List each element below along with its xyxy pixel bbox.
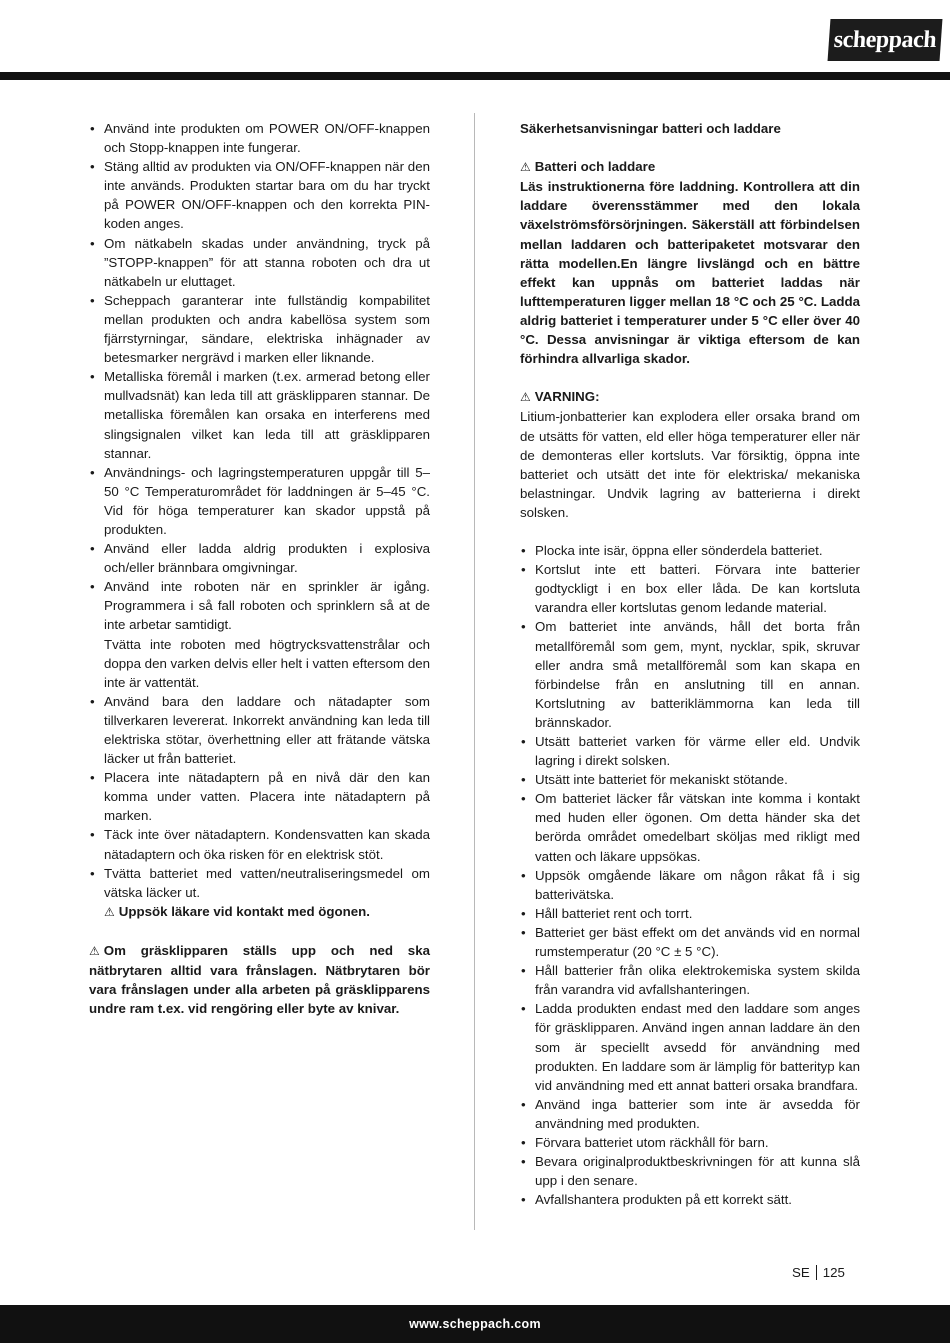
list-item: • Stäng alltid av produkten via ON/OFF-knappen när den inte används. Produkten startar bara om du har tryckt på POWER ON/OFF-knappen och den korrekta PIN-koden anges. (89, 157, 430, 233)
list-item: • Om nätkabeln skadas under användning, tryck på ”STOPP-knappen” för att stanna roboten och dra ut nätkabeln ur eluttaget. (89, 234, 430, 291)
list-item: • Bevara originalproduktbeskrivningen för att kunna slå upp i den senare. (520, 1152, 860, 1190)
language-code: SE (792, 1265, 810, 1280)
warning-triangle-icon: ⚠ (520, 390, 531, 405)
list-item: • Använd inte produkten om POWER ON/OFF-knappen och Stopp-knappen inte fungerar. (89, 119, 430, 157)
list-item: • Använd inga batterier som inte är avsedda för användning med produkten. (520, 1095, 860, 1133)
scheppach-logo: scheppach (828, 19, 943, 61)
doctor-warning: ⚠ Uppsök läkare vid kontakt med ögonen. (89, 902, 430, 922)
list-item: • Håll batteriet rent och torrt. (520, 904, 860, 923)
warning-triangle-icon: ⚠ (89, 944, 100, 959)
page-number (792, 1265, 845, 1280)
list-item: • Plocka inte isär, öppna eller sönderdela batteriet. (520, 541, 860, 560)
footer-separator (816, 1265, 817, 1280)
list-item-continuation: Tvätta inte roboten med högtrycksvattenstrålar och doppa den varken delvis eller helt i vatten eftersom den inte är vattentät. (104, 636, 430, 690)
list-item: • Använd eller ladda aldrig produkten i explosiva och/eller brännbara omgivningar. (89, 539, 430, 577)
list-item: • Uppsök omgående läkare om någon råkat få i sig batterivätska. (520, 866, 860, 904)
right-bullet-list (520, 541, 860, 1209)
list-item: • Ladda produkten endast med den laddare som anges för gräsklipparen. Använd ingen annan laddare än den som är speciellt avsedd för användning med produkten. En laddare som är lämplig för batterityp kan vid användning med ett annat batteri orsaka brandfara. (520, 999, 860, 1094)
section-heading: Säkerhetsanvisningar batteri och laddare (520, 121, 781, 136)
list-item: • Använd inte roboten när en sprinkler är igång. Programmera i så fall roboten och sprinklern så at de inte arbetar samtidigt. (89, 577, 430, 634)
list-item: • Tvätta batteriet med vatten/neutraliseringsmedel om vätska läcker ut. (89, 864, 430, 902)
footer-bar (0, 1305, 950, 1343)
list-item: • Placera inte nätadaptern på en nivå där den kan komma under vatten. Placera inte nätadaptern på marken. (89, 768, 430, 825)
list-item: • Om batteriet inte används, håll det borta från metallföremål som gem, mynt, nycklar, spik, skruvar eller andra små metallföremål som kan skapa en förbindelse från en anslutning till en annan. Kortslutning av batteriklämmorna kan leda till brännskador. (520, 617, 860, 732)
warning-triangle-icon: ⚠ (104, 904, 115, 919)
page-number-value: 125 (822, 1265, 845, 1280)
list-item: • Använd bara den laddare och nätadapter som tillverkaren levererat. Inkorrekt användning kan leda till elektriska stötar, överhettning eller att frätande vätska läcker ut från batteriet. (89, 692, 430, 768)
column-divider (474, 113, 475, 1230)
warning-text: Litium-jonbatterier kan explodera eller orsaka brand om de utsätts för vatten, eld eller höga temperaturer eller när de demonteras eller kortsluts. Var försiktig, öppna inte batteriet och utsätt det inte för elektriska/ mekaniska belastningar. Undvik lagring av batterierna i direkt solsken. (520, 409, 860, 520)
list-item: • Metalliska föremål i marken (t.ex. armerad betong eller mullvadsnät) kan leda till att gräsklipparen stannar. De metalliska föremålen kan orsaka en interferens med slingsignalen vilket kan leda till att gräsklipparen stannar. (89, 367, 430, 462)
list-item: • Håll batterier från olika elektrokemiska system skilda från varandra vid avfallshanteringen. (520, 961, 860, 999)
list-item: • Scheppach garanterar inte fullständig kompabilitet mellan produkten och andra kabellösa system som fjärrstyrningar, sändare, elektriska inhägnader av betesmarker nergrävd i marken eller liknande. (89, 291, 430, 367)
list-item: • Förvara batteriet utom räckhåll för barn. (520, 1133, 860, 1152)
header-rule (0, 72, 950, 80)
right-column (520, 119, 860, 1209)
list-item: • Täck inte över nätadaptern. Kondensvatten kan skada nätadaptern och öka risken för en elektrisk stöt. (89, 825, 430, 863)
left-bullet-list-2 (89, 692, 430, 902)
footer-url[interactable]: www.scheppach.com (409, 1317, 541, 1331)
battery-title: ⚠ Batteri och laddare (520, 157, 860, 177)
list-item: • Batteriet ger bäst effekt om det används vid en normal rumstemperatur (20 °C ± 5 °C). (520, 923, 860, 961)
list-item: • Avfallshantera produkten på ett korrekt sätt. (520, 1190, 860, 1209)
left-bullet-list (89, 119, 430, 635)
left-column (89, 119, 430, 1018)
mower-warning: ⚠ Om gräsklipparen ställs upp och ned ska nätbrytaren alltid vara frånslagen. Nätbrytaren bör vara frånslagen under alla arbeten på gräsklipparens undre ram t.ex. vid rengöring eller byte av knivar. (89, 943, 430, 1017)
warning-title: ⚠ VARNING: (520, 387, 860, 407)
warning-triangle-icon: ⚠ (520, 160, 531, 175)
list-item: • Användnings- och lagringstemperaturen uppgår till 5–50 °C Temperaturområdet för laddningen är 5–45 °C. Vid för höga temperaturer kan skador uppstå på produkten. (89, 463, 430, 539)
list-item: • Kortslut inte ett batteri. Förvara inte batterier godtyckligt i en box eller låda. De kan kortsluta varandra eller kortslutas genom ledande material. (520, 560, 860, 617)
list-item: • Om batteriet läcker får vätskan inte komma i kontakt med huden eller ögonen. Om detta händer ska det berörda området omedelbart sköljas med rikligt med vatten och läkare uppsökas. (520, 789, 860, 865)
list-item: • Utsätt batteriet varken för värme eller eld. Undvik lagring i direkt solsken. (520, 732, 860, 770)
battery-text: Läs instruktionerna före laddning. Kontrollera att din laddare överensstämmer med den lokala växelströmsförsörjningen. Säkerställ att förbindelsen mellan laddaren och batteripaketet motsvarar den rätta modellen.En längre livslängd och en bättre effekt kan uppnås om batteriet laddas när lufttemperaturen ligger mellan 18 °C och 25 °C. Ladda aldrig batteriet i temperaturer under 5 °C eller över 40 °C. Dessa anvisningar är viktiga eftersom de kan förhindra allvarliga skador. (520, 179, 860, 367)
list-item: • Utsätt inte batteriet för mekaniskt stötande. (520, 770, 860, 789)
